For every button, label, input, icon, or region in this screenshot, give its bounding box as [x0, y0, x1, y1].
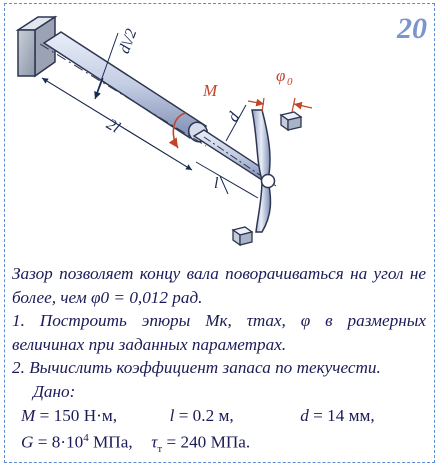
given-row-1	[12, 404, 426, 428]
label-moment: M	[203, 81, 218, 100]
given-tau-subscript: т	[157, 443, 163, 456]
given-d-value: = 14 мм,	[308, 405, 375, 425]
problem-number: 20	[397, 12, 427, 45]
label-l: l	[214, 175, 219, 192]
given-l-symbol: l	[169, 405, 175, 425]
given-G-exponent: 4	[83, 432, 89, 445]
given-tau-value: = 240 МПа.	[162, 432, 251, 452]
given-d-symbol: d	[300, 405, 309, 425]
given-M-value: = 150 Н·м,	[35, 405, 118, 425]
upper-stop	[281, 112, 301, 130]
gap-angle	[248, 66, 312, 112]
label-phi-sub: 0	[287, 76, 293, 88]
task-2: 2. Вычислить коэффициент запаса по текучести.	[12, 358, 381, 378]
label-d-half: d\/2	[115, 26, 141, 56]
given-M-symbol: M	[21, 405, 36, 425]
label-phi: φ	[276, 66, 286, 85]
condition-text: Зазор позволяет концу вала поворачиваться на угол не более, чем φ0 = 0,012 рад.	[12, 264, 426, 307]
given-G-symbol: G	[21, 432, 34, 452]
given-tau-symbol: τ	[151, 432, 158, 452]
given-l-value: = 0.2 м,	[174, 405, 234, 425]
label-2l: 2l	[103, 115, 123, 137]
lower-stop	[233, 227, 252, 245]
given-row-2	[12, 427, 426, 462]
task-1: 1. Построить эпюры Mк, τmax, φ в размерных величинах при заданных параметрах.	[12, 311, 426, 354]
dimension-d	[225, 105, 246, 141]
given-G-unit: МПа,	[88, 432, 133, 452]
problem-text	[12, 262, 426, 462]
given-G-value: = 8·10	[33, 432, 84, 452]
label-d: d	[224, 109, 244, 125]
given-label: Дано:	[33, 381, 76, 401]
